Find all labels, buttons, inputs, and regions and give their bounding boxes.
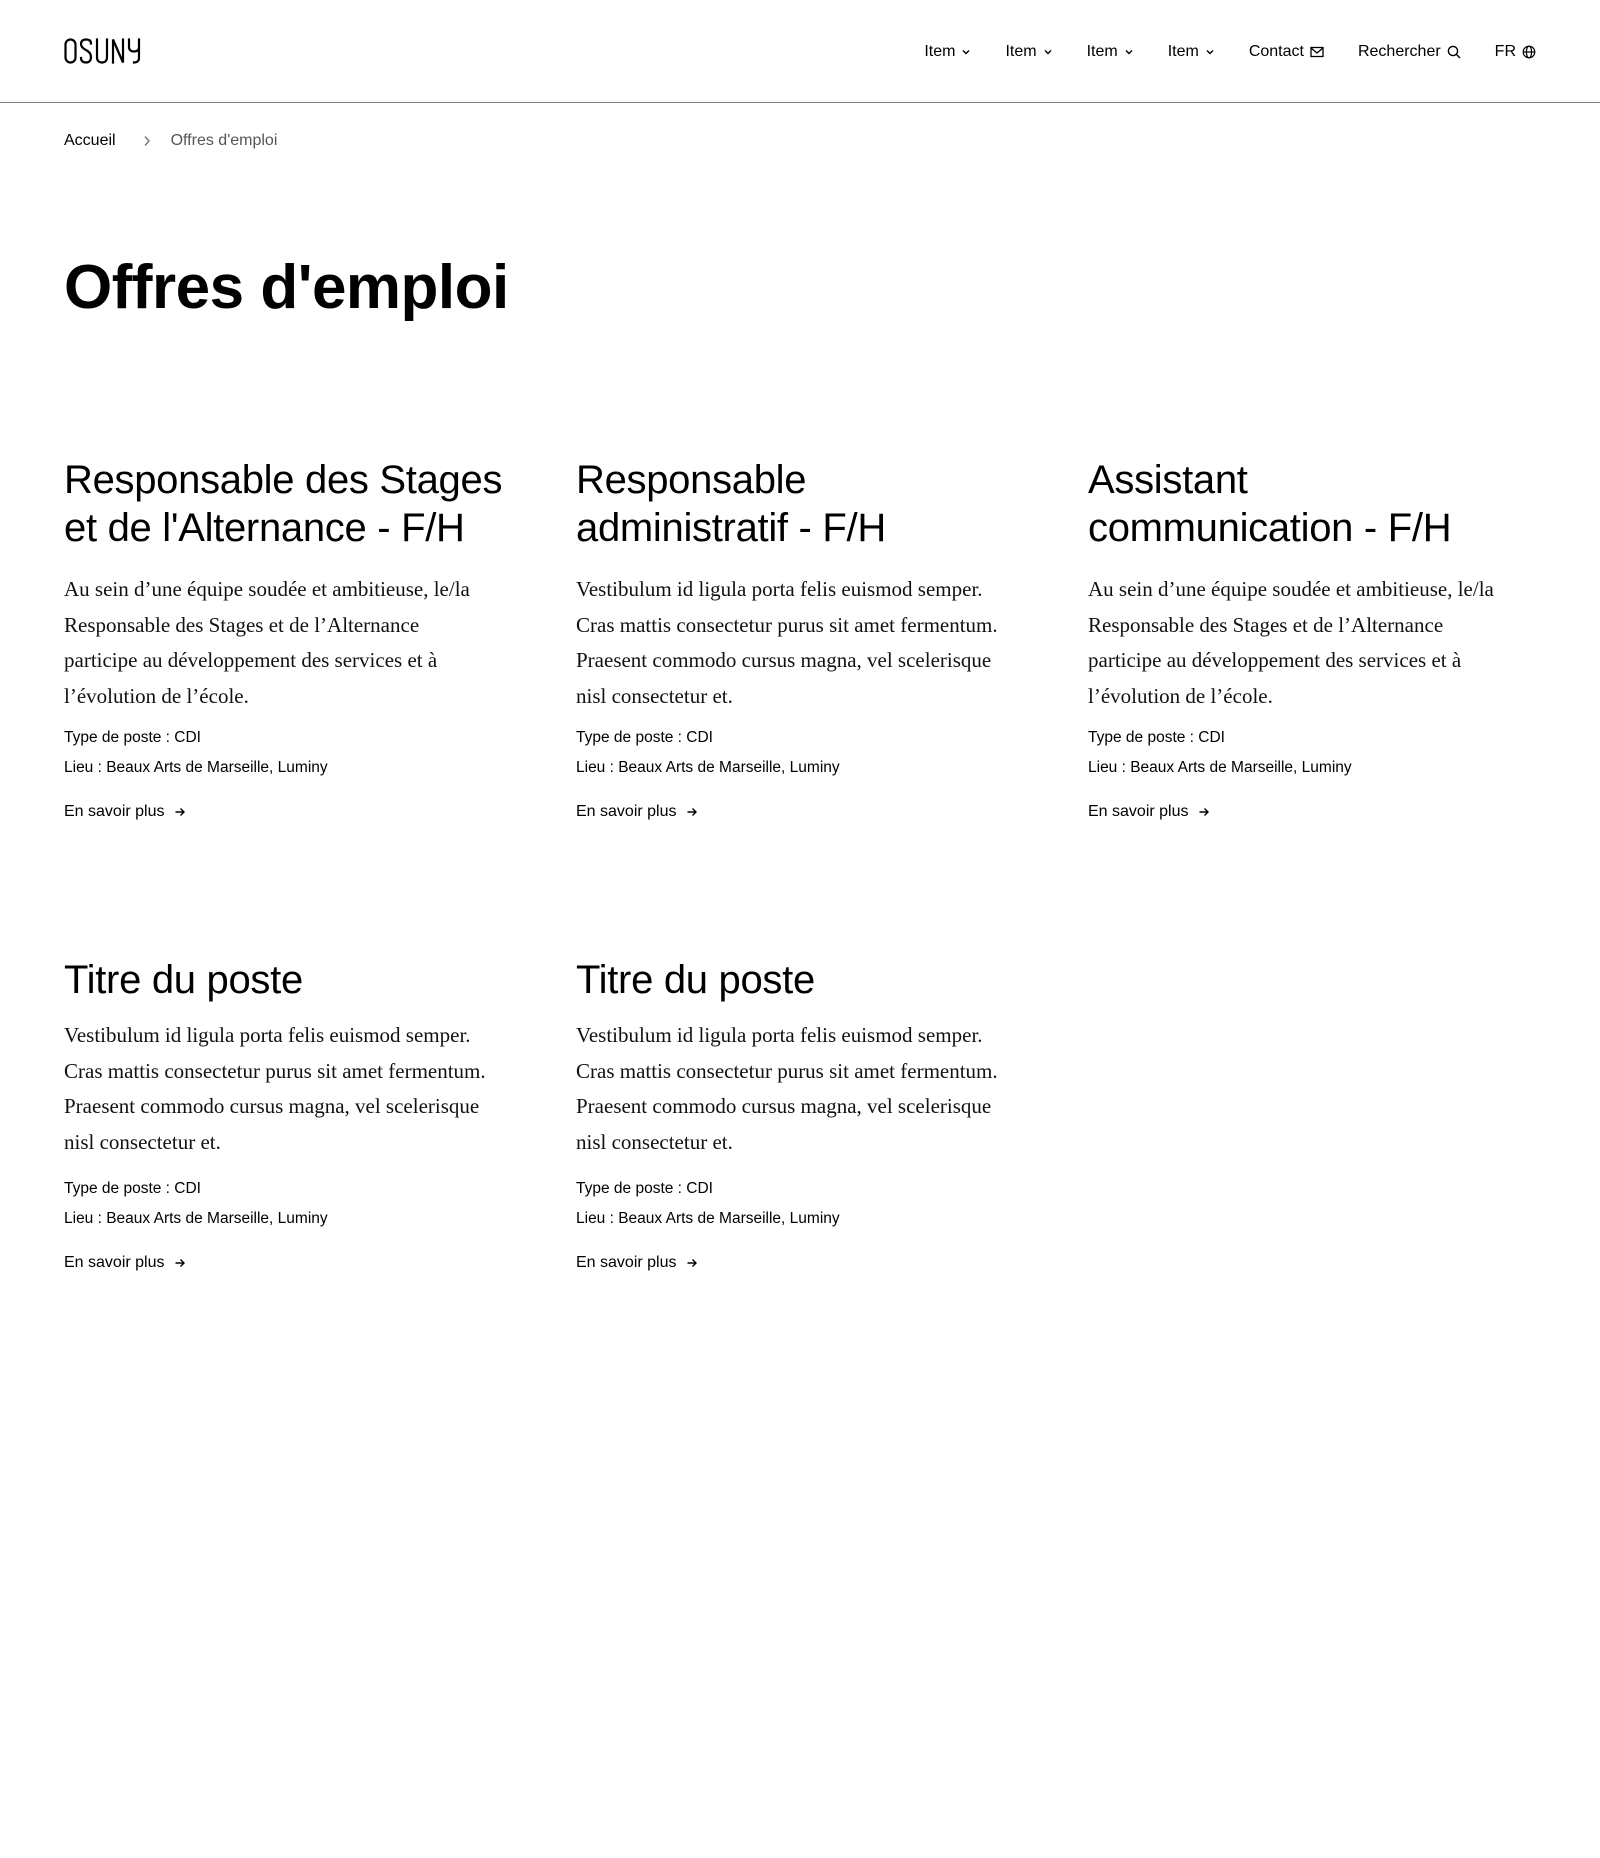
nav-item-label: Item — [1167, 43, 1199, 60]
arrow-right-icon — [686, 1257, 698, 1269]
nav-language[interactable] — [1495, 43, 1536, 61]
learn-more-label: En savoir plus — [576, 1254, 677, 1271]
learn-more-link[interactable] — [576, 803, 698, 821]
job-meta — [576, 1174, 1036, 1234]
arrow-right-icon — [174, 1257, 186, 1269]
learn-more-link[interactable] — [64, 1254, 186, 1272]
job-description-line: Au sein d’une équipe soudée et ambitieuse, le/la — [64, 577, 470, 601]
breadcrumb-current: Offres d'emploi — [170, 132, 278, 149]
page-title: Offres d'emploi — [64, 253, 509, 322]
job-location: Lieu : Beaux Arts de Marseille, Luminy — [576, 759, 840, 776]
job-meta — [64, 1174, 524, 1234]
nav-language-label: FR — [1494, 43, 1516, 60]
learn-more-label: En savoir plus — [64, 1254, 165, 1271]
job-description-line: Cras mattis consectetur purus sit amet fermentum. — [576, 612, 998, 637]
job-card — [576, 456, 1036, 821]
nav-item-1[interactable] — [924, 43, 971, 61]
chevron-right-icon — [143, 135, 151, 147]
job-card — [64, 456, 524, 821]
arrow-right-icon — [686, 806, 698, 818]
job-title-line: Titre du poste — [64, 958, 303, 1002]
job-description — [576, 1018, 1036, 1160]
job-title-line: Responsable des Stages — [64, 458, 503, 502]
job-title-line: administratif - F/H — [576, 506, 886, 550]
job-meta — [64, 723, 524, 783]
job-description-line: Vestibulum id ligula porta felis euismod semper. — [576, 1023, 983, 1047]
job-title-line: Titre du poste — [576, 958, 815, 1002]
job-description-line: Vestibulum id ligula porta felis euismod semper. — [64, 1023, 471, 1047]
job-description-line: Cras mattis consectetur purus sit amet fermentum. — [576, 1058, 998, 1083]
globe-icon — [1522, 45, 1536, 59]
job-description — [576, 572, 1036, 714]
job-description-line: Responsable des Stages et de l’Alternance — [64, 612, 420, 637]
nav-contact-label: Contact — [1248, 43, 1304, 60]
job-description-line: l’évolution de l’école. — [1088, 683, 1273, 708]
job-card — [576, 956, 1036, 1272]
nav-item-label: Item — [1086, 43, 1118, 60]
job-title-line: Responsable — [576, 458, 807, 502]
job-description-line: Praesent commodo cursus magna, vel scelerisque — [576, 648, 992, 672]
job-description-line: Cras mattis consectetur purus sit amet fermentum. — [64, 1058, 486, 1083]
chevron-down-icon — [1043, 47, 1053, 57]
job-type: Type de poste : CDI — [64, 1180, 201, 1197]
learn-more-link[interactable] — [64, 803, 186, 821]
nav-item-label: Item — [924, 43, 956, 60]
job-type: Type de poste : CDI — [576, 729, 713, 746]
job-location: Lieu : Beaux Arts de Marseille, Luminy — [64, 759, 328, 776]
job-description — [64, 572, 524, 714]
job-type: Type de poste : CDI — [1088, 729, 1225, 746]
job-description-line: l’évolution de l’école. — [64, 683, 249, 708]
job-location: Lieu : Beaux Arts de Marseille, Luminy — [64, 1210, 328, 1227]
nav-item-2[interactable] — [1005, 43, 1052, 61]
job-location: Lieu : Beaux Arts de Marseille, Luminy — [1088, 759, 1352, 776]
job-location: Lieu : Beaux Arts de Marseille, Luminy — [576, 1210, 840, 1227]
job-title-line: et de l'Alternance - F/H — [64, 506, 465, 550]
job-description — [64, 1018, 524, 1160]
job-meta — [576, 723, 1036, 783]
site-header — [0, 0, 1600, 103]
job-title[interactable] — [64, 956, 524, 1004]
job-description-line: Vestibulum id ligula porta felis euismod semper. — [576, 577, 983, 601]
arrow-right-icon — [1198, 806, 1210, 818]
nav-item-3[interactable] — [1087, 43, 1134, 61]
job-description-line: Praesent commodo cursus magna, vel scelerisque — [576, 1094, 992, 1118]
nav-item-label: Item — [1005, 43, 1037, 60]
learn-more-link[interactable] — [576, 1254, 698, 1272]
job-title[interactable] — [576, 956, 1036, 1004]
learn-more-label: En savoir plus — [576, 803, 677, 820]
job-type: Type de poste : CDI — [576, 1180, 713, 1197]
job-title[interactable] — [1088, 456, 1548, 552]
job-description-line: nisl consectetur et. — [64, 1129, 221, 1154]
nav-contact[interactable] — [1249, 43, 1324, 61]
job-title[interactable] — [576, 456, 1036, 552]
search-icon — [1447, 45, 1461, 59]
breadcrumb — [64, 132, 277, 150]
learn-more-label: En savoir plus — [64, 803, 165, 820]
breadcrumb-home-link[interactable]: Accueil — [64, 132, 116, 149]
arrow-right-icon — [174, 806, 186, 818]
job-description-line: nisl consectetur et. — [576, 683, 733, 708]
job-description — [1088, 572, 1548, 714]
learn-more-label: En savoir plus — [1088, 803, 1189, 820]
main-nav — [924, 40, 1536, 64]
chevron-down-icon — [1205, 47, 1215, 57]
mail-icon — [1310, 46, 1324, 58]
chevron-down-icon — [961, 47, 971, 57]
job-title-line: communication - F/H — [1088, 506, 1452, 550]
nav-search-label: Rechercher — [1357, 43, 1441, 60]
job-description-line: participe au développement des services et à — [1088, 648, 1462, 672]
job-type: Type de poste : CDI — [64, 729, 201, 746]
job-title[interactable] — [64, 456, 524, 552]
job-card — [64, 956, 524, 1272]
learn-more-link[interactable] — [1088, 803, 1210, 821]
job-title-line: Assistant — [1088, 458, 1248, 502]
chevron-down-icon — [1124, 47, 1134, 57]
job-description-line: nisl consectetur et. — [576, 1129, 733, 1154]
job-card — [1088, 456, 1548, 821]
nav-search[interactable] — [1358, 43, 1461, 61]
job-description-line: participe au développement des services et à — [64, 648, 438, 672]
job-meta — [1088, 723, 1548, 783]
nav-item-4[interactable] — [1168, 43, 1215, 61]
job-description-line: Au sein d’une équipe soudée et ambitieuse, le/la — [1088, 577, 1494, 601]
job-description-line: Praesent commodo cursus magna, vel scelerisque — [64, 1094, 480, 1118]
job-description-line: Responsable des Stages et de l’Alternance — [1088, 612, 1444, 637]
osuny-logo[interactable] — [64, 37, 146, 65]
